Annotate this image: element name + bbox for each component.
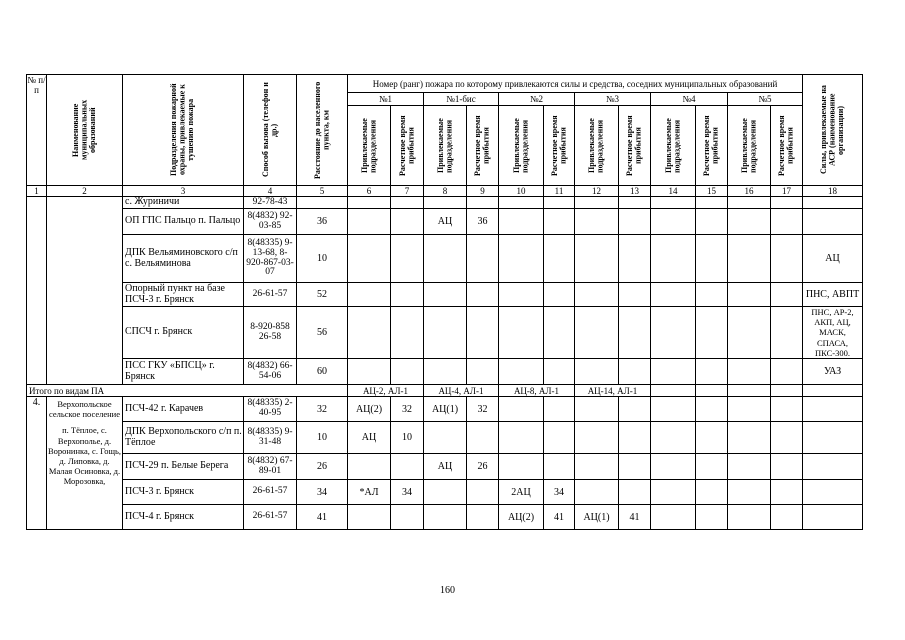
empty-cell	[728, 283, 771, 307]
empty-cell	[728, 235, 771, 283]
sub-time-text: Расчетное время прибытия	[397, 115, 415, 176]
total-rank-3: АЦ-14, АЛ-1	[575, 385, 651, 397]
rank-3: №3	[575, 93, 651, 106]
column-number: 8	[424, 186, 467, 197]
header-distance-text: Расстояние до населенного пункта, км	[312, 81, 330, 179]
empty-cell	[728, 422, 771, 454]
sub-units-1	[348, 106, 391, 186]
value-cell: 41	[544, 505, 575, 530]
empty-cell	[544, 283, 575, 307]
value-cell	[424, 359, 467, 385]
value-cell	[499, 397, 544, 422]
rows-group-b	[27, 397, 863, 530]
empty-cell	[651, 307, 696, 359]
value-cell: 34	[391, 480, 424, 505]
sub-units-5	[651, 106, 696, 186]
sub-time-text: Расчетное время прибытия	[549, 115, 567, 176]
empty-cell	[651, 359, 696, 385]
value-cell: АЦ(1)	[575, 505, 619, 530]
value-cell	[391, 209, 424, 235]
column-number: 1	[27, 186, 47, 197]
unit-cell: ДПК Вельяминовского с/п с. Вельяминова	[123, 235, 244, 283]
value-cell: 41	[619, 505, 651, 530]
value-cell: 2АЦ	[499, 480, 544, 505]
distance-cell: 10	[297, 235, 348, 283]
empty-cell	[651, 454, 696, 480]
empty-cell	[499, 235, 544, 283]
column-numbers-row	[27, 186, 863, 197]
sub-time-text: Расчетное время прибытия	[702, 115, 720, 176]
table-row	[27, 422, 863, 454]
phone-cell: 8-920-858 26-58	[244, 307, 297, 359]
value-cell: *АЛ	[348, 480, 391, 505]
sub-time-2	[467, 106, 499, 186]
empty-cell	[803, 397, 863, 422]
header-mo	[47, 75, 123, 186]
value-cell	[619, 454, 651, 480]
distance-cell: 60	[297, 359, 348, 385]
total-rank-1bis: АЦ-4, АЛ-1	[424, 385, 499, 397]
table-row	[27, 307, 863, 359]
distance-cell: 36	[297, 209, 348, 235]
column-number: 4	[244, 186, 297, 197]
value-cell	[467, 197, 499, 209]
value-cell	[467, 480, 499, 505]
value-cell: АЦ	[348, 422, 391, 454]
sub-time-1	[391, 106, 424, 186]
empty-cell	[575, 307, 619, 359]
value-cell: АЦ(2)	[348, 397, 391, 422]
empty-cell	[771, 422, 803, 454]
sub-units-text: Привлекаемые подразделения	[359, 118, 377, 173]
empty-cell	[499, 197, 544, 209]
value-cell	[424, 235, 467, 283]
value-cell	[348, 235, 391, 283]
value-cell	[348, 197, 391, 209]
empty-cell	[696, 197, 728, 209]
empty-cell	[619, 283, 651, 307]
rank-1bis: №1-бис	[424, 93, 499, 106]
empty-cell	[771, 307, 803, 359]
unit-cell: ПСЧ-29 п. Белые Берега	[123, 454, 244, 480]
asr-cell: ПНС, АР-2, АКП, АЦ, МАСК, СПАСА, ПКС-300.	[803, 307, 863, 359]
phone-cell: 8(4832) 67-89-01	[244, 454, 297, 480]
asr-cell: УАЗ	[803, 359, 863, 385]
phone-cell: 92-78-43	[244, 197, 297, 209]
column-number: 11	[544, 186, 575, 197]
asr-cell: ПНС, АВПТ	[803, 283, 863, 307]
sub-units-text: Привлекаемые подразделения	[435, 118, 453, 173]
value-cell	[575, 480, 619, 505]
value-cell	[348, 505, 391, 530]
distance-cell: 41	[297, 505, 348, 530]
empty-cell	[651, 480, 696, 505]
empty-cell	[803, 505, 863, 530]
empty-cell	[544, 235, 575, 283]
num-cell	[27, 197, 47, 385]
value-cell: АЦ	[424, 209, 467, 235]
value-cell	[348, 209, 391, 235]
sub-time-3	[544, 106, 575, 186]
column-number: 18	[803, 186, 863, 197]
rows-group-a	[27, 197, 863, 385]
value-cell	[424, 480, 467, 505]
empty-cell	[499, 359, 544, 385]
empty-cell	[728, 454, 771, 480]
settlement-cell	[47, 397, 123, 530]
sub-time-6	[771, 106, 803, 186]
total-label: Итого по видам ПА	[27, 385, 348, 397]
value-cell	[575, 397, 619, 422]
empty-cell	[771, 283, 803, 307]
column-number: 3	[123, 186, 244, 197]
empty-cell	[728, 307, 771, 359]
empty-cell	[575, 209, 619, 235]
value-cell	[424, 283, 467, 307]
empty-cell	[696, 209, 728, 235]
asr-cell	[803, 209, 863, 235]
column-number: 5	[297, 186, 348, 197]
column-number: 12	[575, 186, 619, 197]
header-row-1	[27, 75, 863, 93]
unit-cell: СПСЧ г. Брянск	[123, 307, 244, 359]
value-cell	[575, 454, 619, 480]
value-cell	[619, 480, 651, 505]
mo-cell	[47, 197, 123, 385]
rank-5: №5	[728, 93, 803, 106]
column-number: 2	[47, 186, 123, 197]
empty-cell	[728, 397, 771, 422]
asr-cell: АЦ	[803, 235, 863, 283]
value-cell	[467, 359, 499, 385]
sub-units-4	[575, 106, 619, 186]
empty-cell	[771, 209, 803, 235]
header-asr-text: Силы, привлекаемые на АСР (наименование организации)	[818, 85, 845, 175]
empty-cell	[575, 359, 619, 385]
value-cell	[424, 422, 467, 454]
column-number: 15	[696, 186, 728, 197]
value-cell	[544, 422, 575, 454]
value-cell	[348, 454, 391, 480]
rank-1: №1	[348, 93, 424, 106]
sub-units-text: Привлекаемые подразделения	[511, 118, 529, 173]
sub-units-text: Привлекаемые подразделения	[739, 118, 757, 173]
value-cell: 10	[391, 422, 424, 454]
empty-cell	[728, 209, 771, 235]
table-row	[27, 505, 863, 530]
value-cell: 32	[391, 397, 424, 422]
value-cell	[348, 307, 391, 359]
sub-units-text: Привлекаемые подразделения	[663, 118, 681, 173]
header-asr	[803, 75, 863, 186]
empty-cell	[651, 283, 696, 307]
value-cell	[391, 197, 424, 209]
unit-cell: ПСЧ-3 г. Брянск	[123, 480, 244, 505]
empty-cell	[771, 505, 803, 530]
distance-cell: 34	[297, 480, 348, 505]
distance-cell: 10	[297, 422, 348, 454]
empty-cell	[651, 197, 696, 209]
sub-units-text: Привлекаемые подразделения	[587, 118, 605, 173]
empty-cell	[619, 197, 651, 209]
distance-cell: 56	[297, 307, 348, 359]
empty-cell	[696, 235, 728, 283]
empty-cell	[499, 209, 544, 235]
value-cell	[348, 283, 391, 307]
header-num: № п/п	[27, 75, 47, 186]
column-number: 10	[499, 186, 544, 197]
header-group: Номер (ранг) пожара по которому привлекаются силы и средства, соседних муниципальных образований	[348, 75, 803, 93]
distance-cell: 26	[297, 454, 348, 480]
value-cell	[424, 307, 467, 359]
empty-cell	[619, 235, 651, 283]
value-cell	[619, 397, 651, 422]
empty-cell	[499, 307, 544, 359]
value-cell	[467, 505, 499, 530]
value-cell	[424, 197, 467, 209]
header-units	[123, 75, 244, 186]
empty-cell	[803, 480, 863, 505]
value-cell	[467, 307, 499, 359]
empty-cell	[696, 397, 728, 422]
settlement-list: п. Тёплое, с. Верхополье, д. Воронинка, с. Гощь, д. Липовка, д. Малая Осиновка, д. Морозовка,	[47, 425, 122, 487]
value-cell	[391, 283, 424, 307]
section-number: 4.	[27, 397, 47, 530]
phone-cell: 26-61-57	[244, 480, 297, 505]
sub-time-text: Расчетное время прибытия	[625, 115, 643, 176]
value-cell: АЦ(1)	[424, 397, 467, 422]
unit-cell: ПСЧ-42 г. Карачев	[123, 397, 244, 422]
value-cell	[575, 422, 619, 454]
empty-cell	[651, 209, 696, 235]
empty-cell	[651, 397, 696, 422]
unit-cell: с. Журиничи	[123, 197, 244, 209]
distance-cell: 32	[297, 397, 348, 422]
page-number: 160	[440, 585, 455, 596]
empty-cell	[696, 454, 728, 480]
empty-cell	[619, 359, 651, 385]
value-cell	[619, 422, 651, 454]
sub-time-text: Расчетное время прибытия	[473, 115, 491, 176]
value-cell	[467, 235, 499, 283]
empty-cell	[728, 359, 771, 385]
fire-resources-table	[26, 74, 863, 530]
sub-units-3	[499, 106, 544, 186]
settlement-name: Верхопольское сельское поселение	[48, 399, 121, 420]
empty-cell	[696, 422, 728, 454]
header-call	[244, 75, 297, 186]
value-cell	[391, 235, 424, 283]
column-number: 17	[771, 186, 803, 197]
asr-cell	[803, 197, 863, 209]
empty-cell	[544, 307, 575, 359]
empty-cell	[619, 209, 651, 235]
empty-cell	[499, 283, 544, 307]
distance-cell	[297, 197, 348, 209]
empty-cell	[771, 359, 803, 385]
column-number: 14	[651, 186, 696, 197]
sub-time-4	[619, 106, 651, 186]
empty-cell	[803, 422, 863, 454]
unit-cell: ОП ГПС Пальцо п. Пальцо	[123, 209, 244, 235]
value-cell: АЦ(2)	[499, 505, 544, 530]
phone-cell: 8(4832) 66-54-06	[244, 359, 297, 385]
column-number: 9	[467, 186, 499, 197]
phone-cell: 26-61-57	[244, 283, 297, 307]
table-row	[27, 359, 863, 385]
total-rank-2: АЦ-8, АЛ-1	[499, 385, 575, 397]
value-cell	[499, 422, 544, 454]
rank-4: №4	[651, 93, 728, 106]
value-cell	[467, 283, 499, 307]
header-distance	[297, 75, 348, 186]
unit-cell: ПСЧ-4 г. Брянск	[123, 505, 244, 530]
value-cell	[467, 422, 499, 454]
value-cell	[391, 307, 424, 359]
table-row	[27, 454, 863, 480]
empty-cell	[728, 505, 771, 530]
value-cell	[544, 454, 575, 480]
empty-cell	[696, 283, 728, 307]
empty-cell	[619, 307, 651, 359]
phone-cell: 8(48335) 9-13-68, 8-920-867-03-07	[244, 235, 297, 283]
column-number: 7	[391, 186, 424, 197]
value-cell: АЦ	[424, 454, 467, 480]
column-number: 16	[728, 186, 771, 197]
value-cell	[391, 454, 424, 480]
empty-cell	[696, 359, 728, 385]
empty-cell	[696, 480, 728, 505]
header-mo-text: Наименование муниципальных образований	[70, 99, 97, 161]
header-call-text: Способ вызова (телефон и др.)	[260, 82, 278, 178]
table-row	[27, 235, 863, 283]
phone-cell: 8(48335) 9-31-48	[244, 422, 297, 454]
empty-cell	[651, 505, 696, 530]
total-rank-1: АЦ-2, АЛ-1	[348, 385, 424, 397]
value-cell	[544, 397, 575, 422]
empty-cell	[575, 197, 619, 209]
rank-2: №2	[499, 93, 575, 106]
table-row	[27, 209, 863, 235]
unit-cell: ДПК Верхопольского с/п п. Тёплое	[123, 422, 244, 454]
table-row	[27, 480, 863, 505]
empty-cell	[728, 197, 771, 209]
empty-cell	[696, 505, 728, 530]
unit-cell: Опорный пункт на базе ПСЧ-3 г. Брянск	[123, 283, 244, 307]
phone-cell: 8(4832) 92-03-85	[244, 209, 297, 235]
empty-cell	[575, 283, 619, 307]
header-units-text: Подразделения пожарной охраны, привлекаемые к тушению пожара	[169, 83, 196, 177]
empty-cell	[771, 397, 803, 422]
table-row	[27, 197, 863, 209]
column-number: 13	[619, 186, 651, 197]
table-row	[27, 397, 863, 422]
empty-cell	[771, 197, 803, 209]
value-cell: 32	[467, 397, 499, 422]
empty-cell	[771, 454, 803, 480]
empty-cell	[771, 480, 803, 505]
value-cell	[348, 359, 391, 385]
empty-cell	[771, 235, 803, 283]
value-cell: 36	[467, 209, 499, 235]
value-cell	[424, 505, 467, 530]
empty-cell	[544, 359, 575, 385]
table-row	[27, 283, 863, 307]
phone-cell: 8(48335) 2-40-95	[244, 397, 297, 422]
sub-time-text: Расчетное время прибытия	[777, 115, 795, 176]
sub-units-2	[424, 106, 467, 186]
sub-units-6	[728, 106, 771, 186]
phone-cell: 26-61-57	[244, 505, 297, 530]
value-cell: 34	[544, 480, 575, 505]
total-row	[27, 385, 863, 397]
empty-cell	[544, 209, 575, 235]
sub-time-5	[696, 106, 728, 186]
empty-cell	[728, 480, 771, 505]
empty-cell	[651, 422, 696, 454]
empty-cell	[651, 235, 696, 283]
value-cell	[499, 454, 544, 480]
unit-cell: ПСС ГКУ «БПСЦ» г. Брянск	[123, 359, 244, 385]
value-cell: 26	[467, 454, 499, 480]
empty-cell	[575, 235, 619, 283]
column-number: 6	[348, 186, 391, 197]
empty-cell	[803, 454, 863, 480]
value-cell	[391, 505, 424, 530]
distance-cell: 52	[297, 283, 348, 307]
value-cell	[391, 359, 424, 385]
empty-cell	[544, 197, 575, 209]
empty-cell	[696, 307, 728, 359]
